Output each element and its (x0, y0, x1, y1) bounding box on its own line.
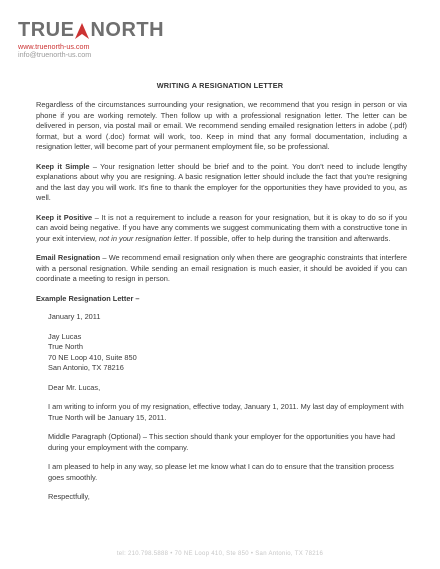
document-body (36, 100, 407, 512)
tip-heading: Keep it Positive (36, 212, 93, 222)
intro-paragraph: Regardless of the circumstances surrounding your resignation, we recommend that you resign in person or via phone if you are working remotely. Then follow up with a professional resignation letter. The letter can be delivered in person, via postal mail or email. We recommend sending emailed resignation letters in adobe (.pdf) format, but a word (.doc) format will work, too. Keep in mind that any formal documentation, including a resignation letter, will become part of your permanent employment file, so be professional. (36, 100, 407, 151)
letter-paragraph: Middle Paragraph (Optional) – This section should thank your employer for the opportunities you have had during your employment with the company. (48, 432, 396, 452)
logo-text-north: NORTH (90, 19, 165, 41)
tip-keep-simple (36, 162, 407, 204)
example-letter (48, 312, 407, 503)
document-title: WRITING A RESIGNATION LETTER (156, 81, 284, 90)
tip-heading: Email Resignation (36, 253, 101, 262)
tip-text: Your resignation letter should be brief and to the point. You don't need to include lengthy explanations about why you are resigning. A basic resignation letter should include the fact that you're resigning and the last day you will work. It's fine to thank the employer for the opportunities they have provided to you, as well. (36, 161, 407, 202)
tip-text: It is not a requirement to include a reason for your resignation, but it is okay to do so if you can avoid being negative. If you have any comments we suggest communicating them with a constructive tone in your exit interview, (36, 212, 407, 243)
truenorth-logo (18, 20, 164, 59)
tip-text-after: . If possible, offer to help during the transition and afterwards. (190, 233, 391, 243)
recipient-city: San Antonio, TX 78216 (48, 363, 124, 372)
recipient-company: True North (48, 342, 84, 351)
tip-separator: – (100, 253, 109, 262)
letter-closing: Respectfully, (48, 492, 90, 501)
tip-separator: – (89, 161, 101, 171)
recipient-street: 70 NE Loop 410, Suite 850 (48, 352, 137, 362)
tip-text-italic: not in your resignation letter (98, 233, 191, 243)
recipient-name: Jay Lucas (48, 331, 82, 341)
logo-email: info@truenorth-us.com (18, 50, 92, 59)
tip-heading: Keep it Simple (36, 161, 90, 171)
tip-email-resignation (36, 253, 407, 285)
letter-paragraph: I am pleased to help in any way, so please let me know what I can do to ensure that the transition process goes smoothly. (48, 462, 394, 482)
north-arrow-icon (75, 23, 89, 39)
logo-wordmark (18, 20, 164, 40)
letter-recipient (48, 332, 407, 374)
tip-keep-positive (36, 213, 407, 245)
tip-separator: – (92, 212, 102, 222)
logo-text-true: TRUE (18, 19, 75, 41)
letter-date: January 1, 2011 (48, 312, 101, 321)
page-footer: tel: 210.798.5888 • 70 NE Loop 410, Ste 850 • San Antonio, TX 78216 (116, 551, 324, 557)
letter-paragraph: I am writing to inform you of my resignation, effective today, January 1, 2011. My last day of employment with True North will be January 15, 2011. (48, 402, 404, 422)
tip-text: We recommend email resignation only when there are geographic constraints that interfere with a personal resignation. While sending an email resignation is much easier, it should be avoided if you can coordinate a meeting to resign in person. (36, 253, 407, 283)
logo-website: www.truenorth-us.com (18, 42, 90, 51)
letter-salutation: Dear Mr. Lucas, (48, 382, 101, 392)
example-heading: Example Resignation Letter – (36, 293, 140, 303)
